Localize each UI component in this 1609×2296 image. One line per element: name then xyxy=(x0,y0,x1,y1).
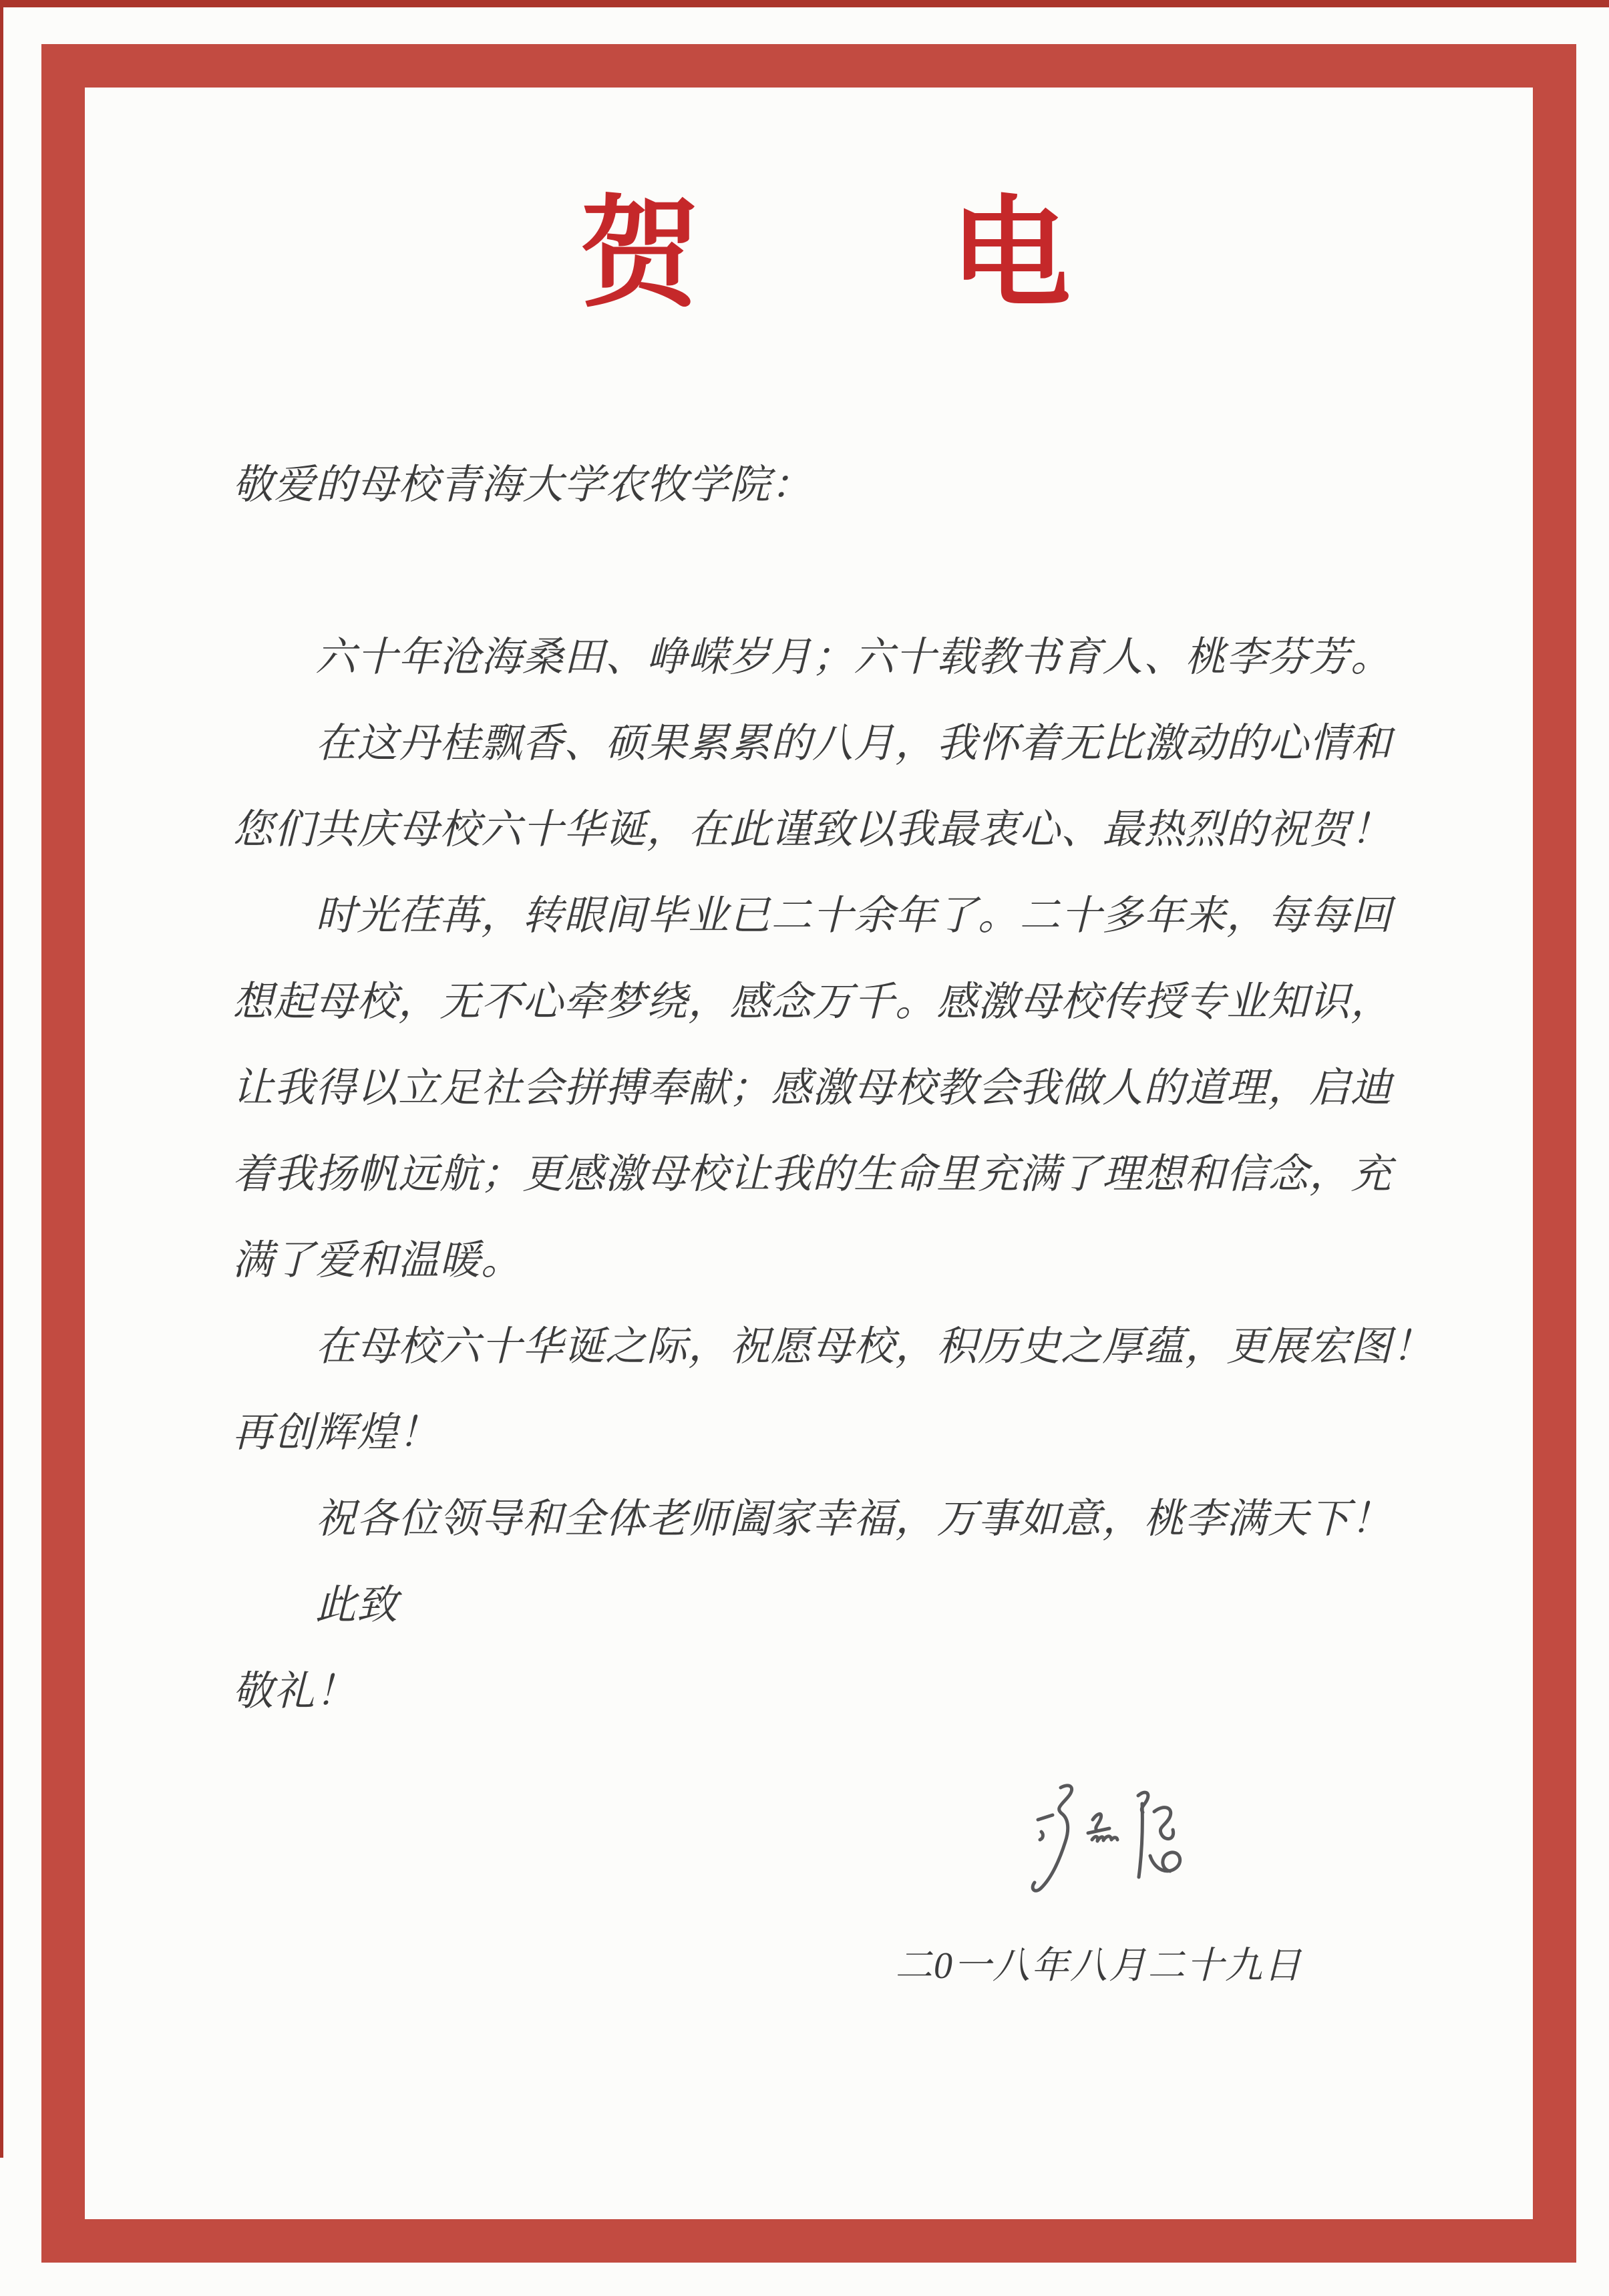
letter-line: 在这丹桂飘香、硕果累累的八月，我怀着无比激动的心情和 xyxy=(315,721,1393,766)
title-char-he: 贺 xyxy=(580,188,701,321)
title-char-dian: 电 xyxy=(950,188,1071,321)
letter-line: 再创辉煌！ xyxy=(232,1411,440,1456)
letter-title xyxy=(0,188,1609,329)
letter-line: 祝各位领导和全体老师阖家幸福，万事如意，桃李满天下！ xyxy=(315,1497,1393,1542)
letter-line: 在母校六十华诞之际，祝愿母校，积历史之厚蕴，更展宏图！ xyxy=(315,1325,1434,1369)
letter-line xyxy=(232,524,1416,611)
date-line: 二0一八年八月二十九日 xyxy=(895,1945,1302,1987)
letter-line: 满了爱和温暖。 xyxy=(232,1239,523,1283)
letter-line: 此致 xyxy=(315,1583,399,1628)
letter-line: 时光荏苒，转眼间毕业已二十余年了。二十多年来，每每回 xyxy=(315,894,1393,939)
letter-body xyxy=(232,438,1434,1731)
letter-line: 六十年沧海桑田、峥嵘岁月；六十载教书育人、桃李芬芳。 xyxy=(315,635,1393,680)
signature-handwriting xyxy=(1023,1777,1217,1911)
letter-line: 让我得以立足社会拼搏奉献；感激母校教会我做人的道理，启迪 xyxy=(232,1066,1393,1111)
letter-line: 您们共庆母校六十华诞，在此谨致以我最衷心、最热烈的祝贺！ xyxy=(232,808,1393,852)
letter-line: 着我扬帆远航；更感激母校让我的生命里充满了理想和信念，充 xyxy=(232,1152,1393,1197)
letter-line: 想起母校，无不心牵梦绕，感念万千。感激母校传授专业知识， xyxy=(232,980,1393,1025)
letter-line: 敬爱的母校青海大学农牧学院： xyxy=(232,463,813,508)
letter-line: 敬礼！ xyxy=(232,1669,357,1714)
scan-edge-top-line xyxy=(0,0,1609,7)
